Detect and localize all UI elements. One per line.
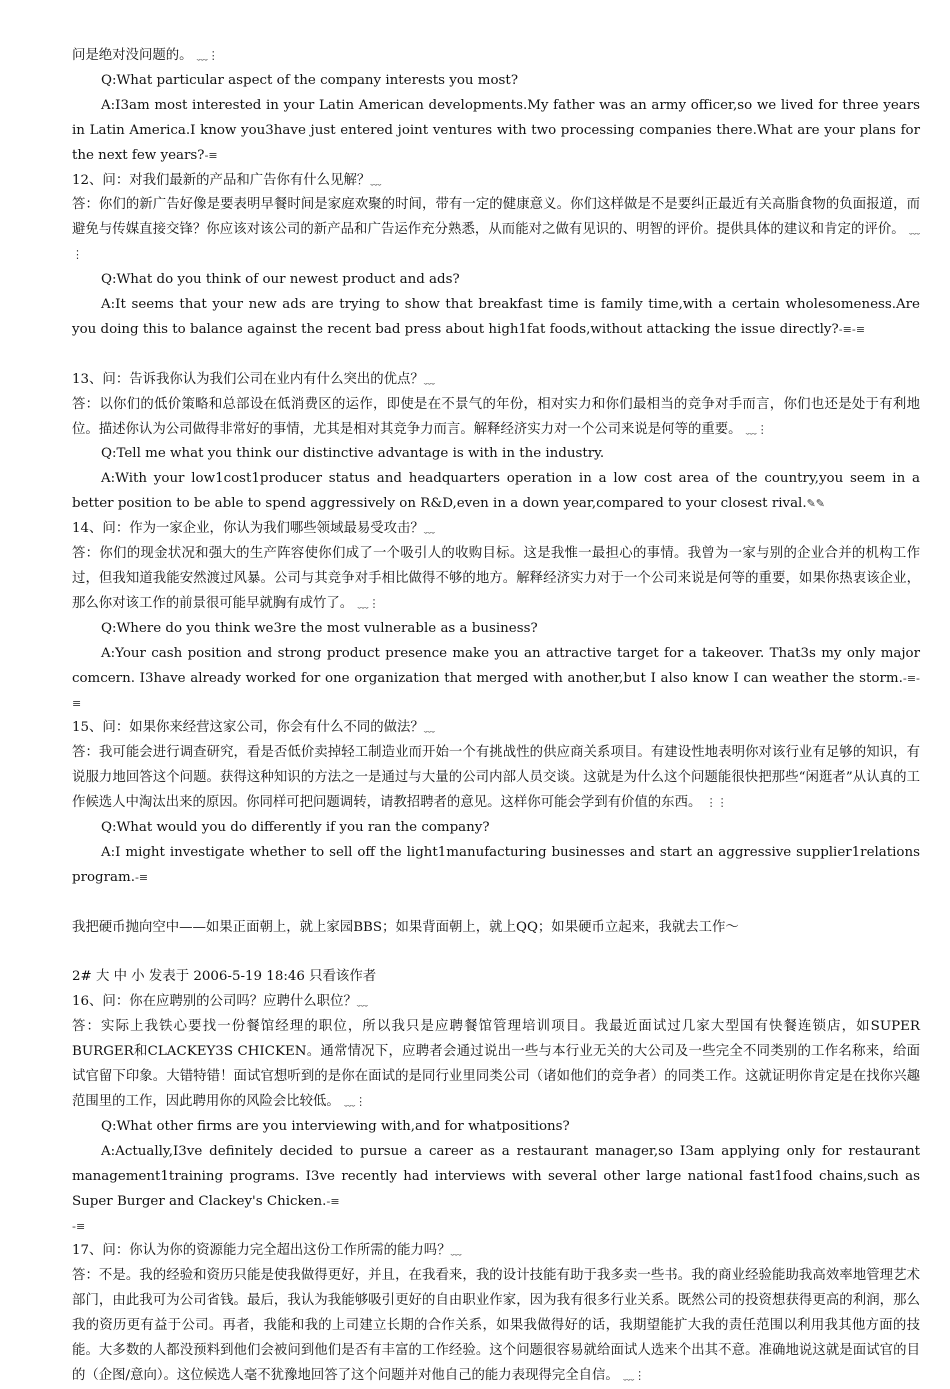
question-cn: 17、问：你认为你的资源能力完全超出这份工作所需的能力吗？﹏ [72, 1243, 462, 1259]
formatting-mark-icon: ﹏⋮ [344, 1095, 367, 1109]
answer-cn: 答：你们的新广告好像是要表明早餐时间是家庭欢聚的时间，带有一定的健康意义。你们这样做是不是要纠正最近有关高脂食物的负面报道，而避免与传媒直接交锋？你应该对该公司的新产品和广告运作充分熟悉，从而能对之做有见识的、明智的评价。提供具体的建议和肯定的评价。 ﹏⋮ [72, 197, 921, 262]
formatting-mark-icon: -≡ [72, 1219, 86, 1233]
formatting-mark-icon: -≡ [134, 870, 149, 884]
blank-line [72, 891, 920, 916]
formatting-mark-icon: ﹏⋮ [72, 223, 921, 262]
formatting-mark-icon: ﹏ [450, 1244, 462, 1258]
formatting-mark-icon: -≡ [326, 1194, 340, 1208]
answer-cn: 答：以你们的低价策略和总部设在低消费区的运作，即使是在不景气的年份，相对实力和你们最相当的竞争对手而言，你们也还是处于有利地位。描述你认为公司做得非常好的事情，尤其是相对其竞争力而言。解释经济实力对一个公司来说是何等的重要。 ﹏⋮ [72, 396, 920, 437]
question-en: Q:Where do you think we3re the most vulnerable as a business? [101, 620, 538, 636]
answer-en: A:Actually,I3ve definitely decided to pursue a career as a restaurant manager,so I3am applying only for restaurant management1training programs. I3ve recently had interviews with several other large national fast1food chains,such as Super Burger and Clackey's Chicken.-≡ [72, 1143, 920, 1209]
question-en: Q:What would you do differently if you ran the company? [101, 820, 490, 836]
answer-en: A:I3am most interested in your Latin American developments.My father was an army officer,so we lived for three years in Latin America.I know you3have just entered joint ventures with two processing companies there.What are your plans for the next few years?-≡ [72, 97, 920, 163]
answer-en: A:I might investigate whether to sell off the light1manufacturing businesses and start an aggressive supplier1relations program.-≡ [72, 844, 920, 885]
formatting-mark-icon: ﹏⋮ [357, 596, 380, 610]
answer-cn: 答：实际上我铁心要找一份餐馆经理的职位，所以我只是应聘餐馆管理培训项目。我最近面试过几家大型国有快餐连锁店，如SUPER BURGER和CLACKEY3S CHICKEN。通常情况下，应聘者会通过说出一些与本行业无关的大公司及一些完全不同类别的工作名称来，给面试官留下印象。大错特错！面试官想听到的是你在面试的是同行业里同类公司（诸如他们的竞争者）的同类工作。这就证明你肯定是在找你兴趣范围里的工作，因此聘用你的风险会比较低。 ﹏⋮ [72, 1019, 920, 1110]
question-en: Q:Tell me what you think our distinctive advantage is with in the industry. [101, 446, 605, 462]
formatting-mark-icon: ﹏⋮ [745, 422, 768, 436]
answer-en: A:It seems that your new ads are trying to show that breakfast time is family time,with a certain wholesomeness.Are you doing this to balance against the recent bad press about high1fat foods,without attacking the issue directly?-≡-≡ [72, 297, 920, 337]
formatting-mark-icon: ﹏ [370, 173, 382, 187]
question-cn: 12、问：对我们最新的产品和广告你有什么见解？﹏ [72, 172, 382, 188]
blank-line [72, 343, 920, 368]
formatting-mark-icon: ﹏⋮ [196, 49, 219, 62]
question-cn: 14、问：作为一家企业，你认为我们哪些领域最易受攻击？﹏ [72, 521, 435, 537]
blank-line [72, 941, 920, 966]
question-en: Q:What particular aspect of the company interests you most? [101, 72, 518, 88]
formatting-mark-icon: ﹏ [423, 372, 435, 386]
question-cn: 15、问：如果你来经营这家公司，你会有什么不同的做法？﹏ [72, 720, 435, 736]
formatting-mark-icon: ﹏ [356, 995, 368, 1009]
text-line [72, 1215, 920, 1240]
formatting-mark-icon: ﹏ [423, 721, 435, 735]
formatting-mark-icon: ⋮⋮ [705, 796, 728, 810]
signature-line: 我把硬币抛向空中——如果正面朝上，就上家园BBS；如果背面朝上，就上QQ；如果硬币立起来，我就去工作～ [72, 919, 739, 935]
question-cn: 16、问：你在应聘别的公司吗？应聘什么职位？﹏ [72, 994, 368, 1010]
answer-en: A:With your low1cost1producer status and headquarters operation in a low cost area of the country,you seem in a better position to be able to spend aggressively on R&D,even in a down year,compared to your closest rival.✎✎ [72, 471, 920, 512]
answer-en: A:Your cash position and strong product presence make you an attractive target for a takeover. That3s my only major comcern. I3have already worked for one organization that merged with another,but I also know I can weather the storm.-≡-≡ [72, 645, 920, 710]
formatting-mark-icon: -≡ [204, 148, 218, 162]
post-header: 2# 大 中 小 发表于 2006-5-19 18:46 只看该作者 [72, 969, 377, 985]
answer-cn: 答：你们的现金状况和强大的生产阵容使你们成了一个吸引人的收购目标。这是我惟一最担心的事情。我曾为一家与别的企业合并的机构工作过，但我知道我能安然渡过风暴。公司与其竞争对手相比做得不够的地方。解释经济实力对于一个公司来说是何等的重要，如果你热衷该企业，那么你对该工作的前景很可能早就胸有成竹了。 ﹏⋮ [72, 546, 920, 611]
question-cn: 13、问：告诉我你认为我们公司在业内有什么突出的优点？﹏ [72, 371, 435, 387]
answer-cn: 答：我可能会进行调查研究，看是否低价卖掉轻工制造业而开始一个有挑战性的供应商关系项目。有建设性地表明你对该行业有足够的知识，有说服力地回答这个问题。获得这种知识的方法之一是通过与大量的公司内部人员交谈。这就是为什么这个问题能很快把那些“闲逛者”从认真的工作候选人中淘汰出来的原因。你同样可把问题调转，请教招聘者的意见。这样你可能会学到有价值的东西。 ⋮⋮ [72, 745, 920, 811]
text-line: 问是绝对没问题的。 ﹏⋮ [72, 48, 219, 63]
formatting-mark-icon: ﹏ [423, 522, 435, 536]
formatting-mark-icon: -≡-≡ [838, 322, 866, 336]
formatting-mark-icon: ✎✎ [806, 497, 826, 511]
question-en: Q:What do you think of our newest product and ads? [101, 272, 460, 288]
formatting-mark-icon: ﹏⋮ [623, 1368, 646, 1382]
answer-cn: 答：不是。我的经验和资历只能是使我做得更好，并且，在我看来，我的设计技能有助于我多卖一些书。我的商业经验能助我高效率地管理艺术部门，由此我可为公司省钱。最后，我认为我能够吸引更好的自由职业作家，因为我有很多行业关系。既然公司的投资想获得更高的利润，那么我的资历更有益于公司。再者，我能和我的上司建立长期的合作关系，如果我做得好的话，我期望能扩大我的责任范围以利用我其他方面的技能。大多数的人都没预料到他们会被问到他们是否有丰富的工作经验。这个问题很容易就给面试人选来个出其不意。准确地说这就是面试官的目的（企图/意向）。这位候选人毫不犹豫地回答了这个问题并对他自己的能力表现得完全自信。 ﹏⋮ [72, 1268, 920, 1383]
formatting-mark-icon: -≡-≡ [72, 671, 920, 710]
document-body [72, 44, 920, 1389]
question-en: Q:What other firms are you interviewing with,and for whatpositions? [101, 1118, 570, 1134]
